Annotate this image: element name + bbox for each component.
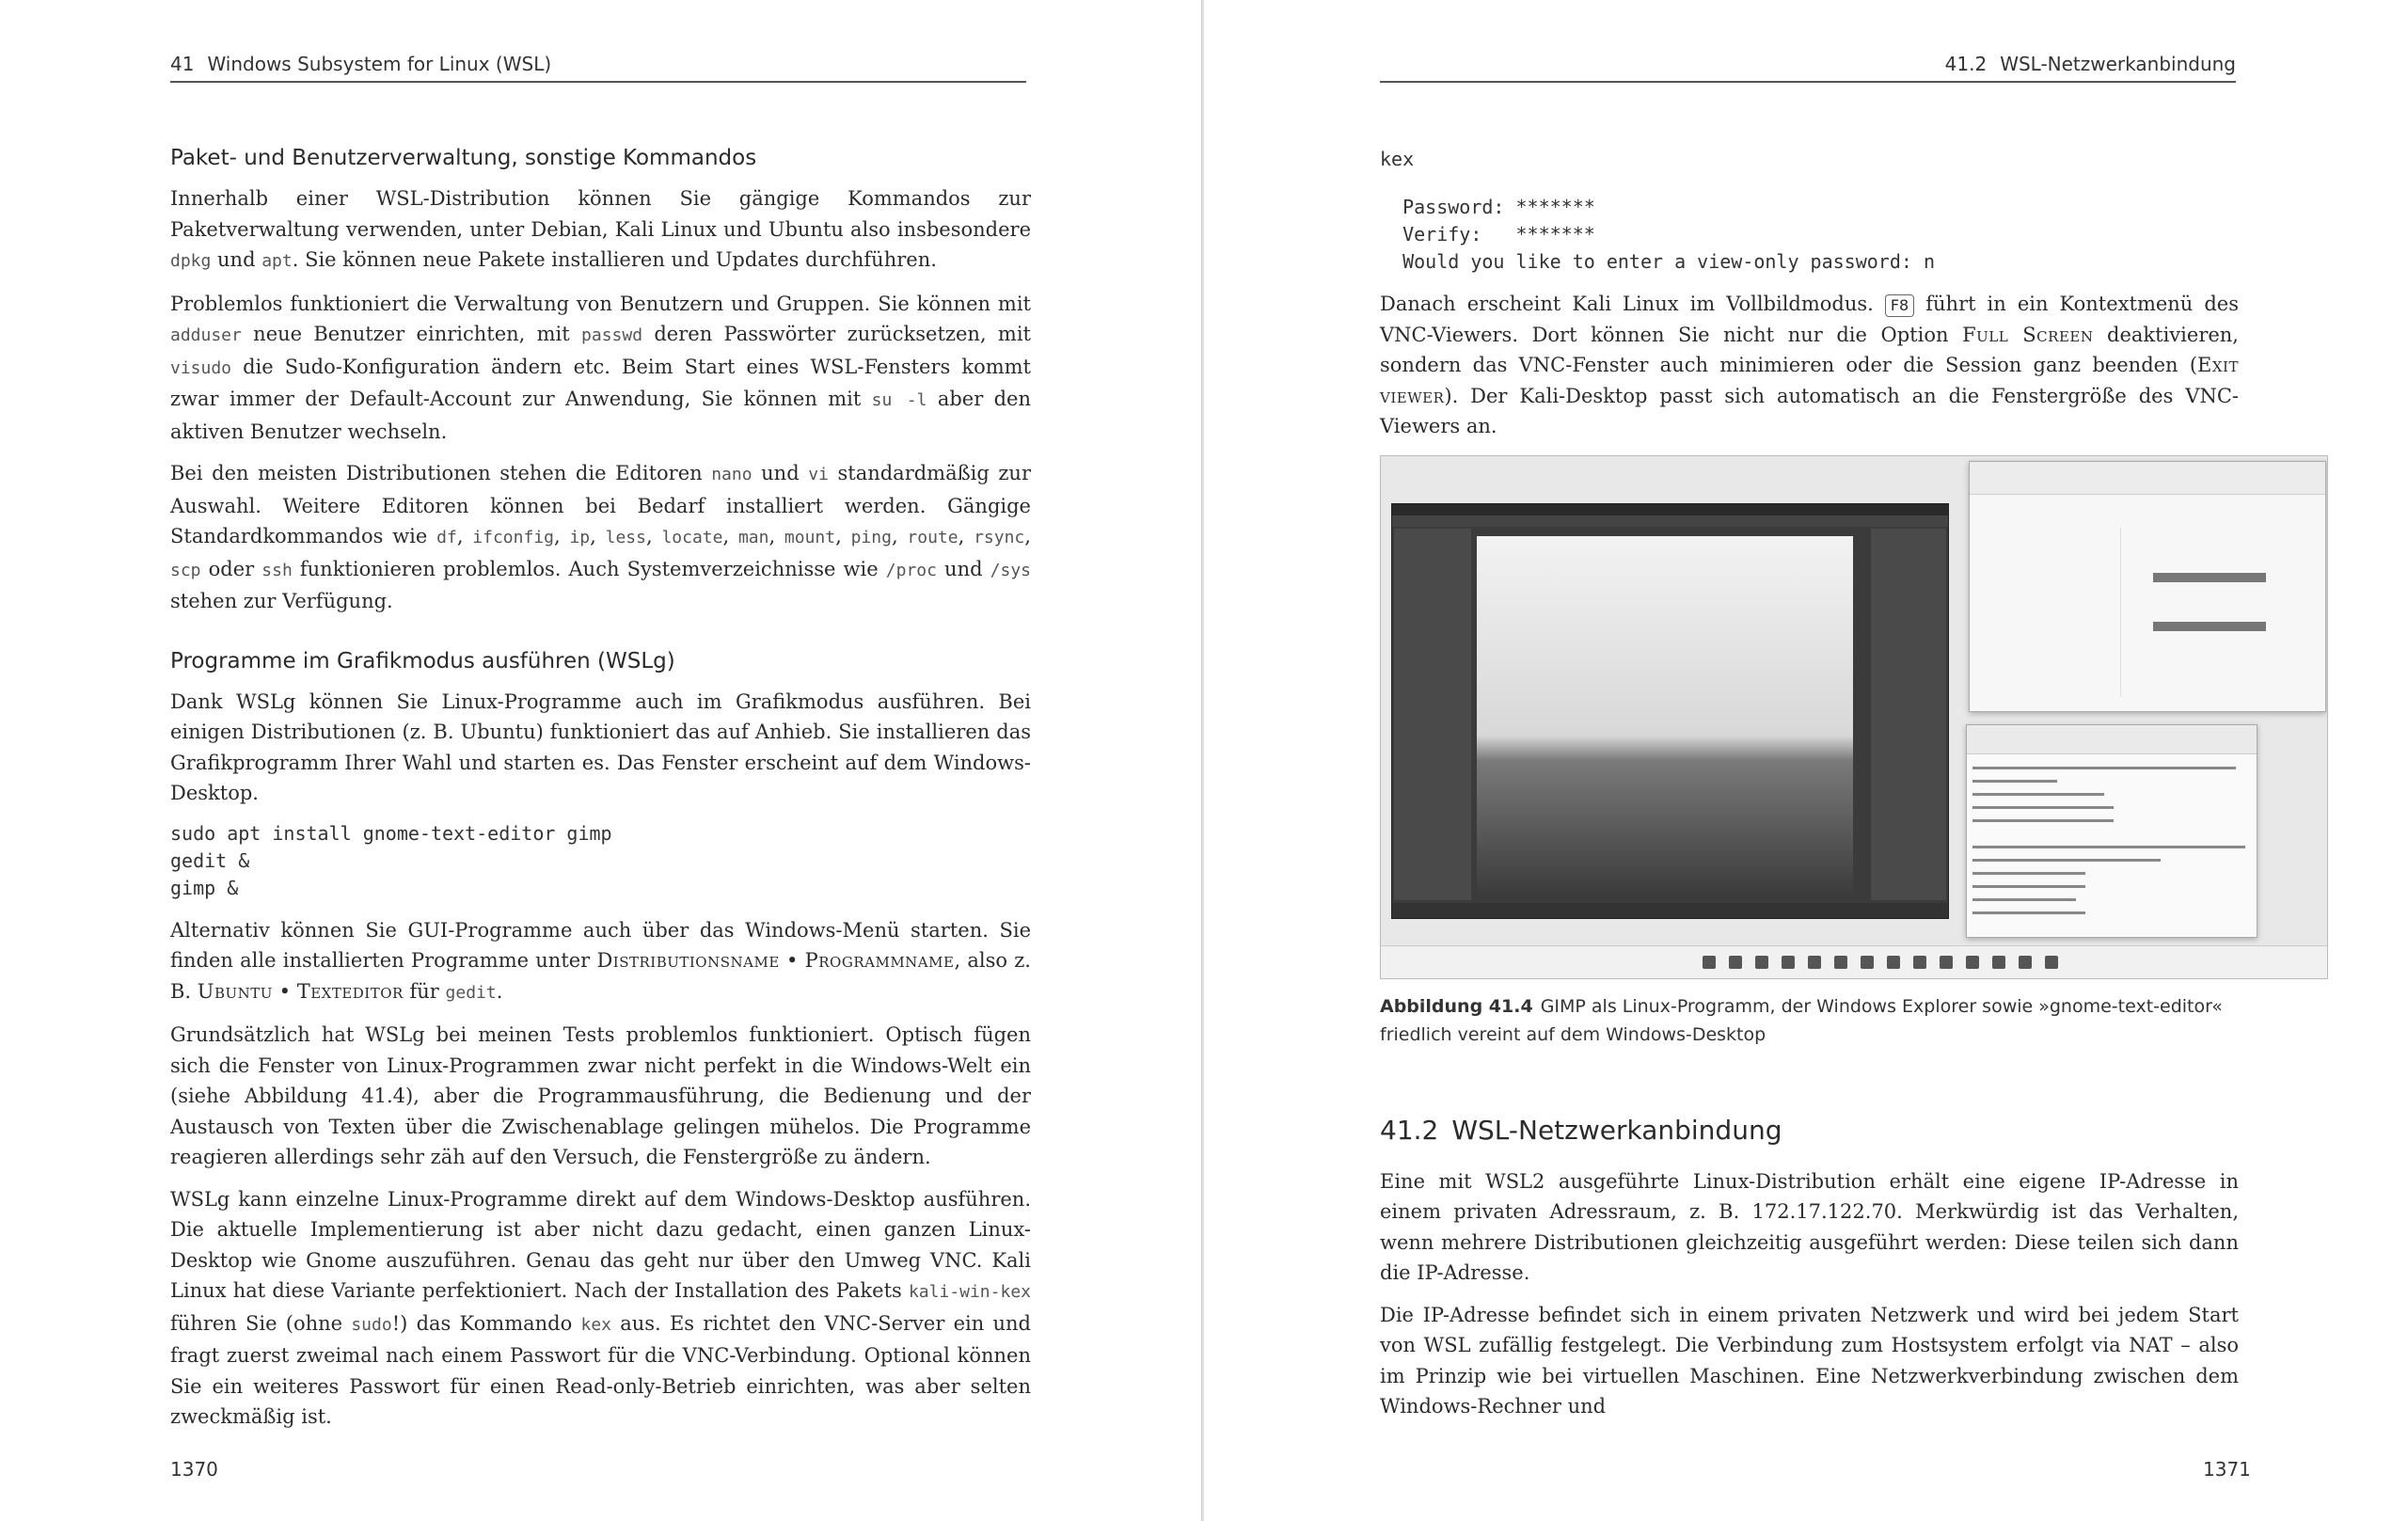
- right-page: [1204, 0, 2408, 1521]
- chapter-title: Windows Subsystem for Linux (WSL): [207, 53, 552, 75]
- code-password-prompt: Password: ******* Verify: ******* Would you like to enter a view-only password: n: [1402, 196, 1936, 273]
- text-editor-window: [1966, 724, 2258, 938]
- left-body: [170, 146, 1031, 1444]
- right-body: [1380, 146, 2239, 1434]
- gimp-toolbox: [1394, 529, 1471, 900]
- windows-taskbar: [1381, 945, 2327, 978]
- paragraph-tests: Grundsätzlich hat WSLg bei meinen Tests problemlos funktioniert. Optisch fügen sich die Fenster von Linux-Programmen zwar nicht perfekt in die Windows-Welt ein (siehe Abbildung 41.4), aber die Programmausführung, die Bedienung und der Austausch von Texten über die Zwischenablage gelingen mühelos. Die Programme reagieren allerdings sehr zäh auf den Versuch, die Fenstergröße zu ändern.: [170, 1023, 1031, 1168]
- paragraph-windows-menu: Alternativ können Sie GUI-Programme auch über das Windows-Menü starten. Sie finden alle installierten Programme unter Distributionsname • Programmname, also z. B. Ubuntu • Texteditor für gedit.: [170, 918, 1031, 1003]
- left-page: [0, 0, 1202, 1521]
- running-header-right: [1380, 53, 2236, 83]
- section-heading-network: 41.2 WSL-Netzwerkanbindung: [1380, 1114, 1782, 1146]
- section-heading-package: Paket- und Benutzerverwaltung, sonstige Kommandos: [170, 146, 757, 170]
- paragraph-users: Problemlos funktioniert die Verwaltung von Benutzern und Gruppen. Sie können mit adduser neue Benutzer einrichten, mit passwd deren Passwörter zurücksetzen, mit visudo die Sudo-Konfiguration ändern etc. Beim Start eines WSL-Fensters kommt zwar immer der Default-Account zur Anwendung, Sie können mit su -l aber den aktiven Benutzer wechseln.: [170, 292, 1031, 443]
- paragraph-wslg-intro: Dank WSLg können Sie Linux-Programme auch im Grafikmodus ausführen. Bei einigen Distributionen (z. B. Ubuntu) funktioniert das auf Anhieb. Sie installieren das Grafikprogramm Ihrer Wahl und starten es. Das Fenster erscheint auf dem Windows-Desktop.: [170, 689, 1031, 804]
- figure-screenshot: [1380, 455, 2328, 979]
- paragraph-editors: Bei den meisten Distributionen stehen die Editoren nano und vi standardmäßig zur Auswahl. Weitere Editoren können bei Bedarf installiert werden. Gängige Standardkommandos wie df, ifconfig, ip, less, locate, man, mount, ping, route, rsync, scp oder ssh funktionieren problemlos. Auch Systemverzeichnisse wie /proc und /sys stehen zur Verfügung.: [170, 462, 1031, 612]
- code-kex: kex: [1380, 148, 1415, 170]
- section-title-header: WSL-Netzwerkanbindung: [2000, 53, 2236, 75]
- gimp-brushes-dock: [1871, 529, 1946, 900]
- paragraph-vnc: WSLg kann einzelne Linux-Programme direkt auf dem Windows-Desktop ausführen. Die aktuelle Implementierung ist aber nicht dazu gedacht, einen ganzen Linux-Desktop wie Gnome auszuführen. Genau das geht nur über den Umweg VNC. Kali Linux hat diese Variante perfektioniert. Nach der Installation des Pakets kali-win-kex führen Sie (ohne sudo!) das Kommando kex aus. Es richtet den VNC-Server ein und fragt zuerst zweimal nach einem Passwort für die VNC-Verbindung. Optional können Sie ein weiteres Passwort für einen Read-only-Betrieb einrichten, was aber selten zweckmäßig ist.: [170, 1187, 1031, 1428]
- figure-label: Abbildung 41.4: [1380, 995, 1533, 1017]
- windows-explorer-window: [1969, 461, 2326, 712]
- f8-key: F8: [1885, 294, 1914, 317]
- chapter-number: 41: [170, 53, 195, 75]
- figure-caption: Abbildung 41.4 GIMP als Linux-Programm, der Windows Explorer sowie »gnome-text-editor« friedlich vereint auf dem Windows-Desktop: [1380, 995, 2223, 1045]
- page-number-right: 1371: [2203, 1458, 2251, 1481]
- paragraph-fullscreen: Danach erscheint Kali Linux im Vollbildmodus. F8 führt in ein Kontextmenü des VNC-Viewers. Dort können Sie nicht nur die Option Full Screen deaktivieren, sondern das VNC-Fenster auch minimieren oder die Session ganz beenden (Exit viewer). Der Kali-Desktop passt sich automatisch an die Fenstergröße des VNC-Viewers an.: [1380, 293, 2239, 437]
- gimp-window: [1391, 503, 1949, 919]
- running-header-left: [170, 53, 1026, 83]
- paragraph-package: Innerhalb einer WSL-Distribution können Sie gängige Kommandos zur Paketverwaltung verwenden, unter Debian, Kali Linux und Ubuntu also insbesondere dpkg und apt. Sie können neue Pakete installieren und Updates durchführen.: [170, 187, 1031, 271]
- section-number: 41.2: [1944, 53, 1988, 75]
- section-heading-wslg: Programme im Grafikmodus ausführen (WSLg): [170, 648, 675, 673]
- code-install: sudo apt install gnome-text-editor gimp gedit & gimp &: [170, 821, 612, 899]
- paragraph-nat: Die IP-Adresse befindet sich in einem privaten Netzwerk und wird bei jedem Start von WSL zufällig festgelegt. Die Verbindung zum Hostsystem erfolgt via NAT – also im Prinzip wie bei virtuellen Maschinen. Eine Netzwerkverbindung zwischen dem Windows-Rechner und: [1380, 1303, 2239, 1418]
- gimp-canvas-photo: [1477, 536, 1853, 898]
- page-number-left: 1370: [170, 1458, 218, 1481]
- paragraph-ip-address: Eine mit WSL2 ausgeführte Linux-Distribution erhält eine eigene IP-Adresse in einem privaten Adressraum, z. B. 172.17.122.70. Merkwürdig ist das Verhalten, wenn mehrere Distributionen gleichzeitig ausgeführt werden: Diese teilen sich dann die IP-Adresse.: [1380, 1169, 2239, 1284]
